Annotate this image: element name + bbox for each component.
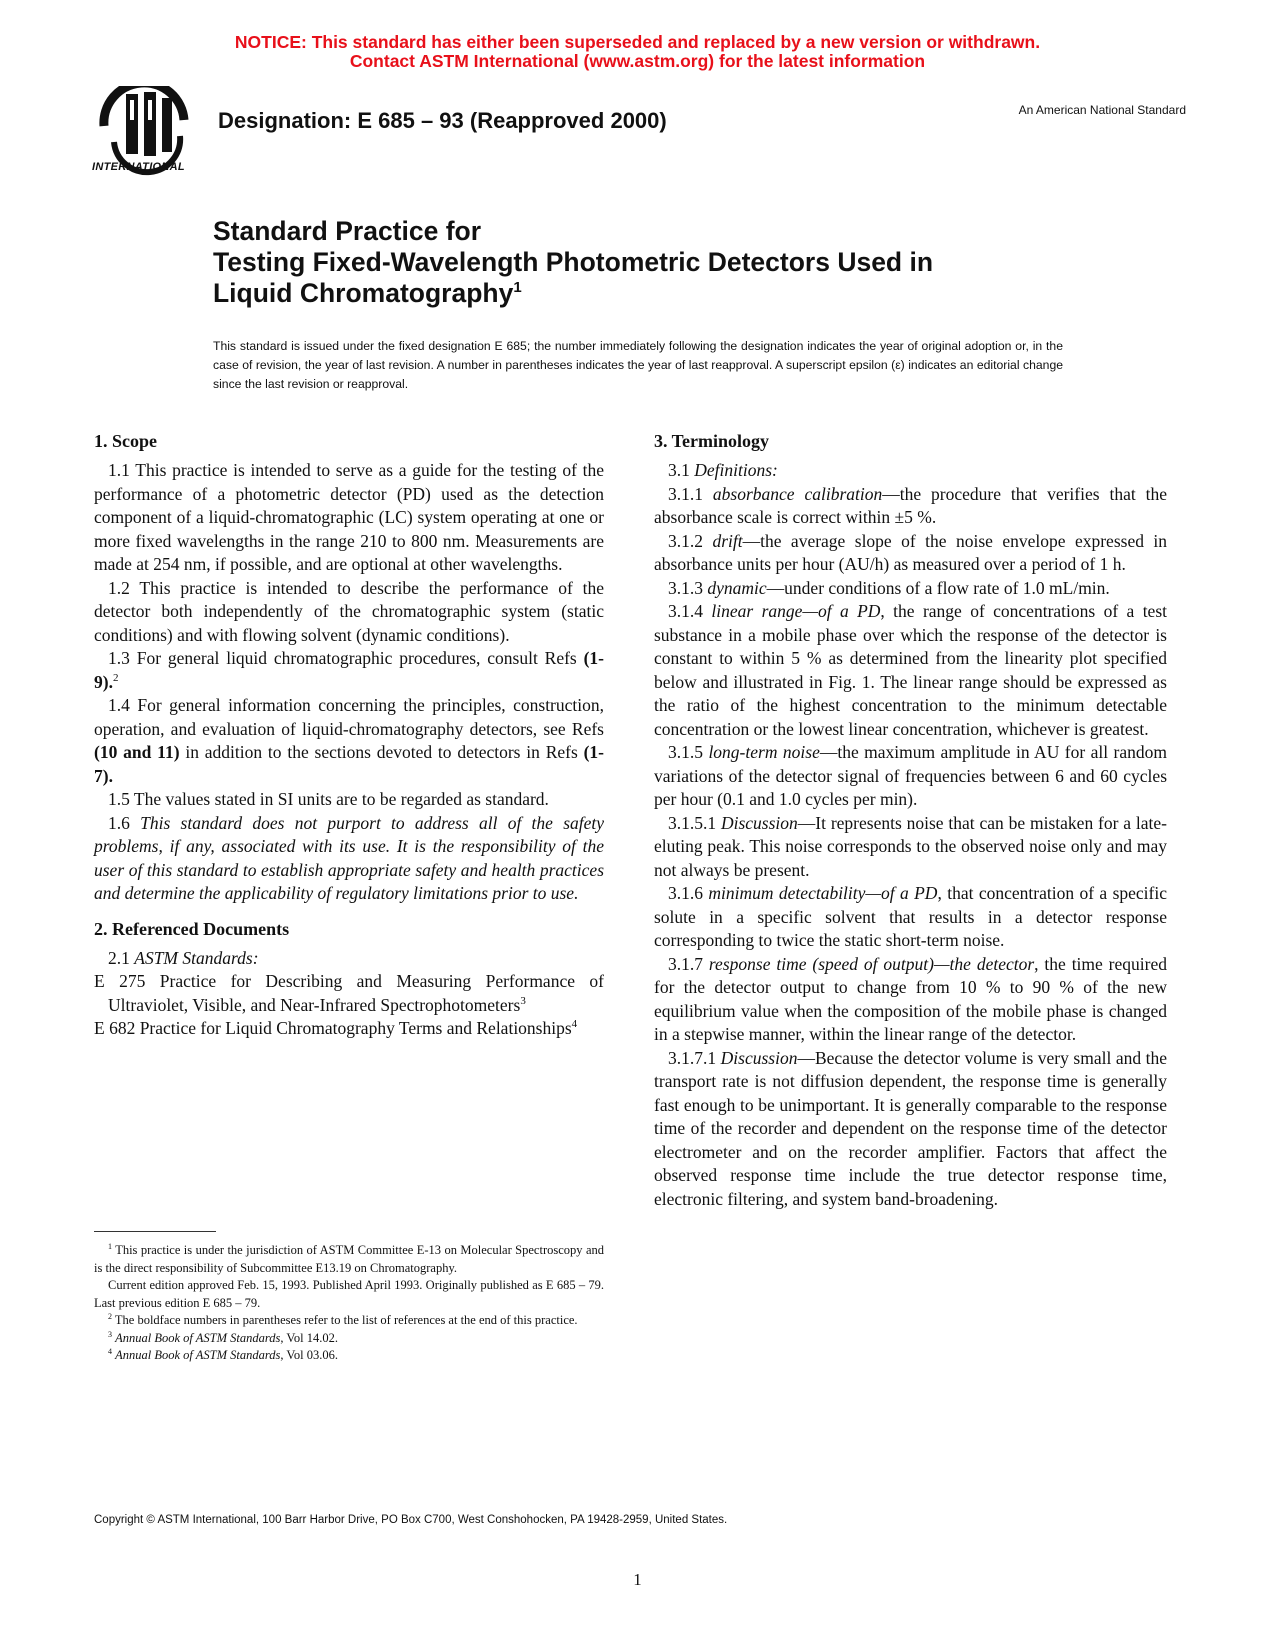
- definition-3-1-5: 3.1.5 long-term noise—the maximum amplitude in AU for all random variations of the detector signal of frequencies between 6 and 60 cycles per hour (0.1 and 1.0 cycles per min).: [654, 742, 1167, 809]
- footnote-divider: [94, 1231, 216, 1232]
- title-line-3: Liquid Chromatography$^1$: [213, 278, 522, 308]
- definition-3-1-4: 3.1.4 linear range—of a PD, the range of concentrations of a test substance in a mobile phase over which the response of the detector is constant to within 5 % as determined from the linearity plot specified below and illustrated in Fig. 1. The linear range should be expressed as the ratio of the highest concentration to the minimum detectable concentration or the lowest linear concentration, whichever is greatest.: [654, 601, 1167, 739]
- national-standard-label: An American National Standard: [1018, 103, 1186, 117]
- footnote-2: $^2$ The boldface numbers in parentheses refer to the list of references at the end of this practice.: [108, 1311, 578, 1327]
- notice-banner: [0, 33, 1275, 71]
- para-1-2: 1.2 This practice is intended to describe the performance of the detector both independently of the chromatographic system (static conditions) and with flowing solvent (dynamic conditions).: [94, 577, 604, 645]
- reference-e275: E 275 Practice for Describing and Measuring Performance of Ultraviolet, Visible, and Near-Infrared Spectrophotometers$^3$: [94, 971, 604, 1015]
- issued-note: This standard is issued under the fixed designation E 685; the number immediately following the designation indicates the year of original adoption or, in the case of revision, the year of last revision. A number in parentheses indicates the year of last reapproval. A superscript epsilon (ε) indicates an editorial change since the last revision or reapproval.: [213, 339, 1063, 391]
- page-number: 1: [633, 1570, 642, 1589]
- copyright-notice: Copyright © ASTM International, 100 Barr Harbor Drive, PO Box C700, West Conshohocken, PA 19428-2959, United States.: [94, 1514, 728, 1526]
- para-1-4: 1.4 For general information concerning the principles, construction, operation, and evaluation of liquid-chromatography detectors, see Refs (10 and 11) in addition to the sections devoted to detectors in Refs (1-7).: [94, 695, 605, 786]
- definition-3-1-7: 3.1.7 response time (speed of output)—the detector, the time required for the detector output to change from 10 % to 90 % of the new equilibrium value when the composition of the mobile phase is changed in a stepwise manner, within the linear range of the detector.: [654, 953, 1167, 1044]
- title-line-1: Standard Practice for: [213, 216, 482, 246]
- logo-wordmark: INTERNATIONAL: [92, 161, 185, 173]
- footnote-4: $^4$ Annual Book of ASTM Standards, Vol 03.06.: [108, 1346, 338, 1362]
- astm-logo: [92, 86, 202, 178]
- definition-3-1-6: 3.1.6 minimum detectability—of a PD, that concentration of a specific solute in a specific solvent that results in a detector response corresponding to twice the static short-term noise.: [654, 883, 1167, 950]
- title-footnote-mark: 1: [513, 279, 522, 297]
- footnotes: [94, 1242, 604, 1365]
- discussion-3-1-7-1: 3.1.7.1 Discussion—Because the detector volume is very small and the transport rate is not diffusion dependent, the response time is generally fast enough to be unimportant. It is generally comparable to the response time of the recorder and dependent on the response time of the detector electrometer and on the recorder amplifier. Factors that affect the observed response time include the true detector response time, electronic filtering, and system band-broadening.: [654, 1047, 1168, 1209]
- footnote-1-edition: Current edition approved Feb. 15, 1993. Published April 1993. Originally published as E 685 – 79. Last previous edition E 685 – 79.: [94, 1278, 604, 1310]
- para-2-1: 2.1 ASTM Standards:: [108, 947, 259, 968]
- definition-3-1-2: 3.1.2 drift—the average slope of the noise envelope expressed in absorbance units per hour (AU/h) as measured over a period of 1 h.: [654, 530, 1168, 574]
- para-3-1: 3.1 Definitions:: [668, 460, 778, 480]
- referenced-documents-heading: 2. Referenced Documents: [94, 918, 290, 939]
- notice-line-1: NOTICE: This standard has either been superseded and replaced by a new version or withdrawn.: [234, 32, 1041, 52]
- para-1-5: 1.5 The values stated in SI units are to be regarded as standard.: [108, 789, 549, 809]
- definition-3-1-1: 3.1.1 absorbance calibration—the procedure that verifies that the absorbance scale is correct within ±5 %.: [654, 483, 1167, 527]
- para-1-1: 1.1 This practice is intended to serve as a guide for the testing of the performance of a photometric detector (PD) used as the detection component of a liquid-chromatographic (LC) system operating at one or more fixed wavelengths in the range 210 to 800 nm. Measurements are made at 254 nm, if possible, and are optional at other wavelengths.: [94, 460, 604, 574]
- left-column: [94, 430, 604, 1041]
- scope-heading: 1. Scope: [94, 431, 157, 451]
- designation: Designation: E 685 – 93 (Reapproved 2000): [218, 108, 667, 133]
- document-title: [213, 216, 933, 309]
- reference-e682: E 682 Practice for Liquid Chromatography Terms and Relationships$^4$: [94, 1018, 578, 1038]
- footnote-3: $^3$ Annual Book of ASTM Standards, Vol 14.02.: [108, 1329, 338, 1345]
- right-column: [654, 430, 1167, 1211]
- footnote-1: $^1$ This practice is under the jurisdiction of ASTM Committee E-13 on Molecular Spectroscopy and is the direct responsibility of Subcommittee E13.19 on Chromatography.: [94, 1241, 604, 1275]
- para-1-6: 1.6 This standard does not purport to address all of the safety problems, if any, associated with its use. It is the responsibility of the user of this standard to establish appropriate safety and health practices and determine the applicability of regulatory limitations prior to use.: [94, 812, 605, 903]
- definition-3-1-3: 3.1.3 dynamic—under conditions of a flow rate of 1.0 mL/min.: [668, 577, 1110, 598]
- title-line-2: Testing Fixed-Wavelength Photometric Detectors Used in: [213, 247, 934, 277]
- terminology-heading: 3. Terminology: [654, 431, 770, 451]
- para-1-3: 1.3 For general liquid chromatographic procedures, consult Refs (1-9).$^2$: [94, 648, 604, 692]
- notice-line-2: Contact ASTM International (www.astm.org) for the latest information: [349, 51, 926, 71]
- discussion-3-1-5-1: 3.1.5.1 Discussion—It represents noise that can be mistaken for a late-eluting peak. This noise corresponds to the observed noise only and may not always be present.: [654, 812, 1167, 880]
